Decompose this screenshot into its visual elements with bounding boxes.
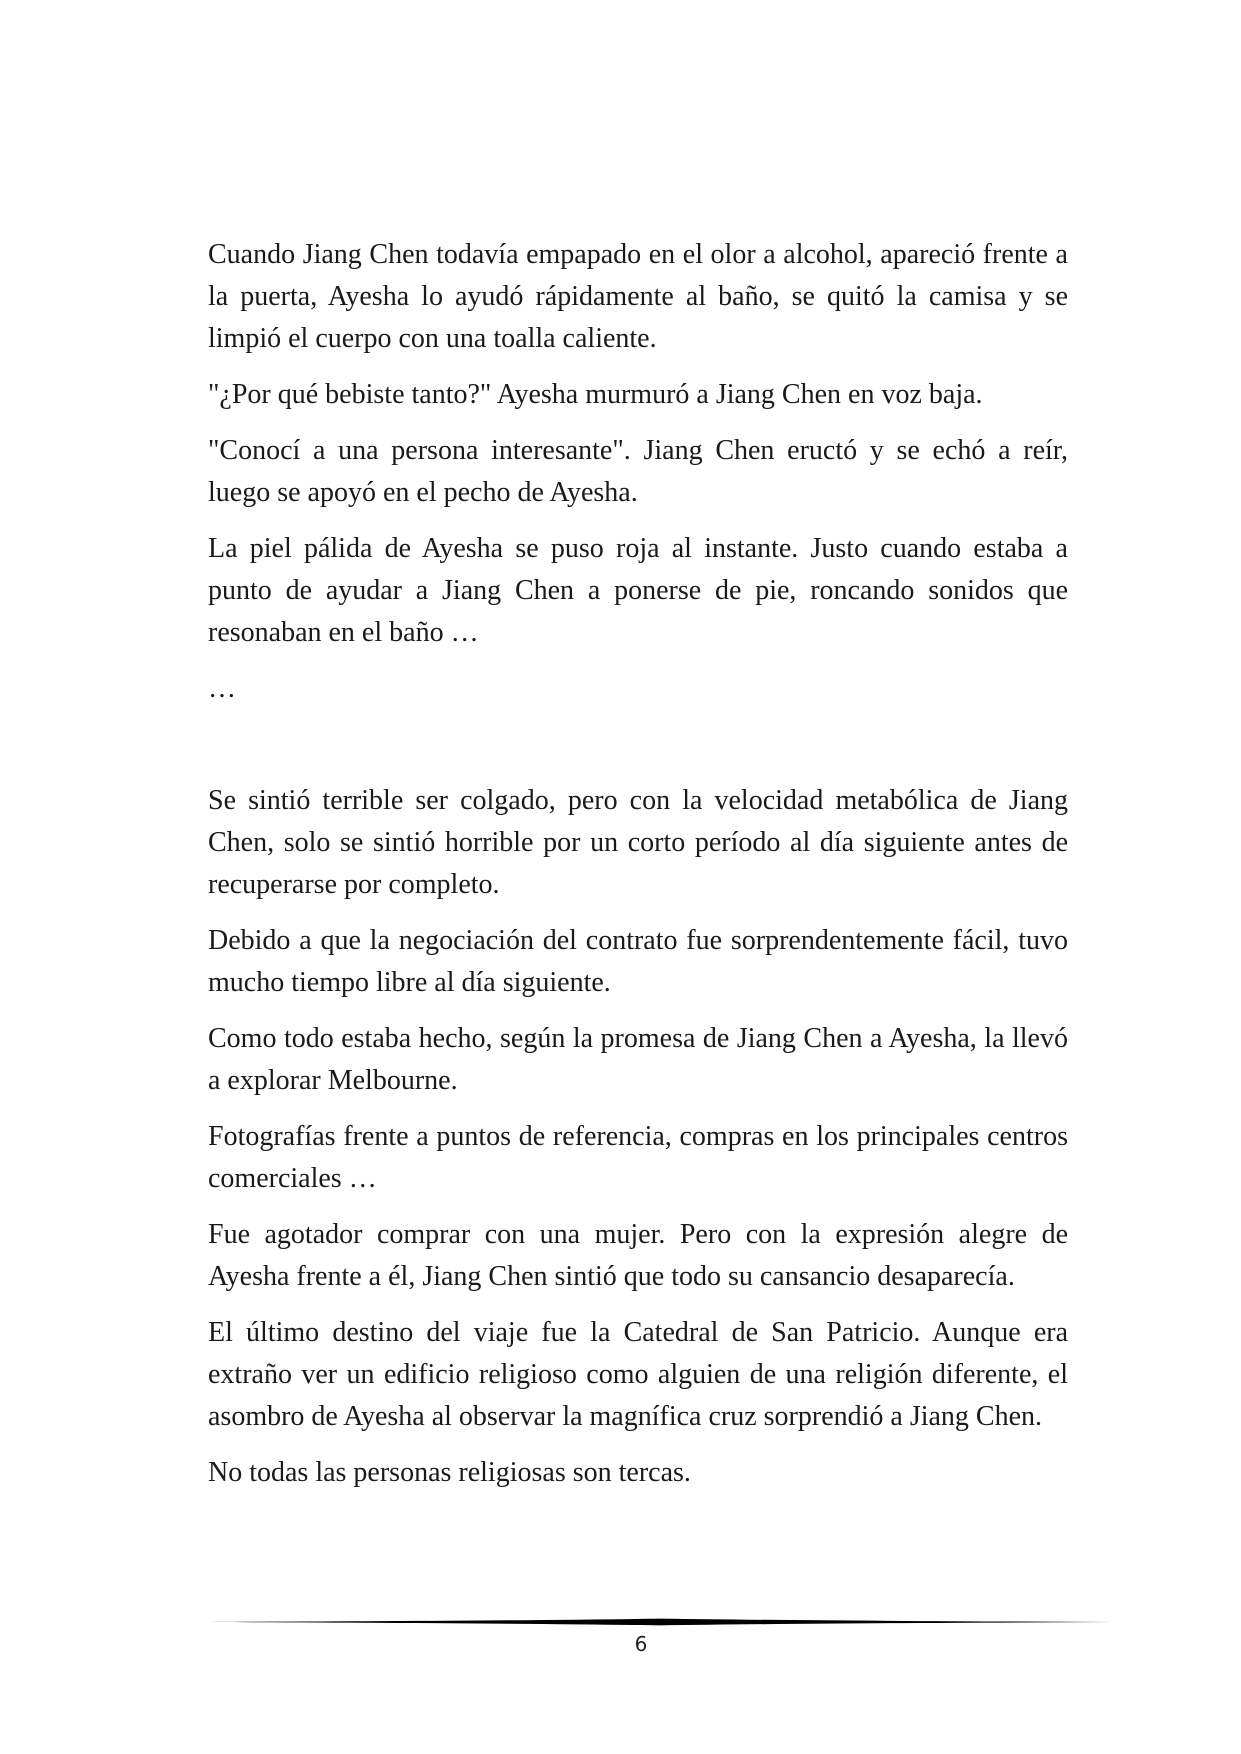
paragraph: "¿Por qué bebiste tanto?" Ayesha murmuró a Jiang Chen en voz baja. (208, 379, 983, 410)
paragraph: La piel pálida de Ayesha se puso roja al instante. Justo cuando estaba a punto de ayudar a Jiang Chen a ponerse de pie, roncando sonidos que resonaban en el baño … (208, 533, 1068, 648)
paragraph: Cuando Jiang Chen todavía empapado en el olor a alcohol, apareció frente a la puerta, Ayesha lo ayudó rápidamente al baño, se quitó la camisa y se limpió el cuerpo con una toalla caliente. (208, 239, 1068, 354)
page-number: 6 (634, 1632, 648, 1656)
paragraph: "Conocí a una persona interesante". Jiang Chen eructó y se echó a reír, luego se apoyó en el pecho de Ayesha. (208, 435, 1068, 508)
scene-break-ellipsis: … (208, 673, 236, 704)
paragraph: Fotografías frente a puntos de referencia, compras en los principales centros comerciales … (208, 1121, 1068, 1194)
paragraph: No todas las personas religiosas son tercas. (208, 1457, 691, 1488)
paragraph: Fue agotador comprar con una mujer. Pero con la expresión alegre de Ayesha frente a él, Jiang Chen sintió que todo su cansancio desaparecía. (208, 1219, 1068, 1292)
paragraph: Debido a que la negociación del contrato fue sorprendentemente fácil, tuvo mucho tiempo libre al día siguiente. (208, 925, 1068, 998)
paragraph: Se sintió terrible ser colgado, pero con la velocidad metabólica de Jiang Chen, solo se sintió horrible por un corto período al día siguiente antes de recuperarse por completo. (208, 785, 1068, 900)
body-text (208, 234, 1068, 1508)
paragraph: Como todo estaba hecho, según la promesa de Jiang Chen a Ayesha, la llevó a explorar Melbourne. (208, 1023, 1068, 1096)
footer-divider (208, 1616, 1113, 1628)
paragraph: El último destino del viaje fue la Catedral de San Patricio. Aunque era extraño ver un edificio religioso como alguien de una religión diferente, el asombro de Ayesha al observar la magnífica cruz sorprendió a Jiang Chen. (208, 1317, 1068, 1432)
